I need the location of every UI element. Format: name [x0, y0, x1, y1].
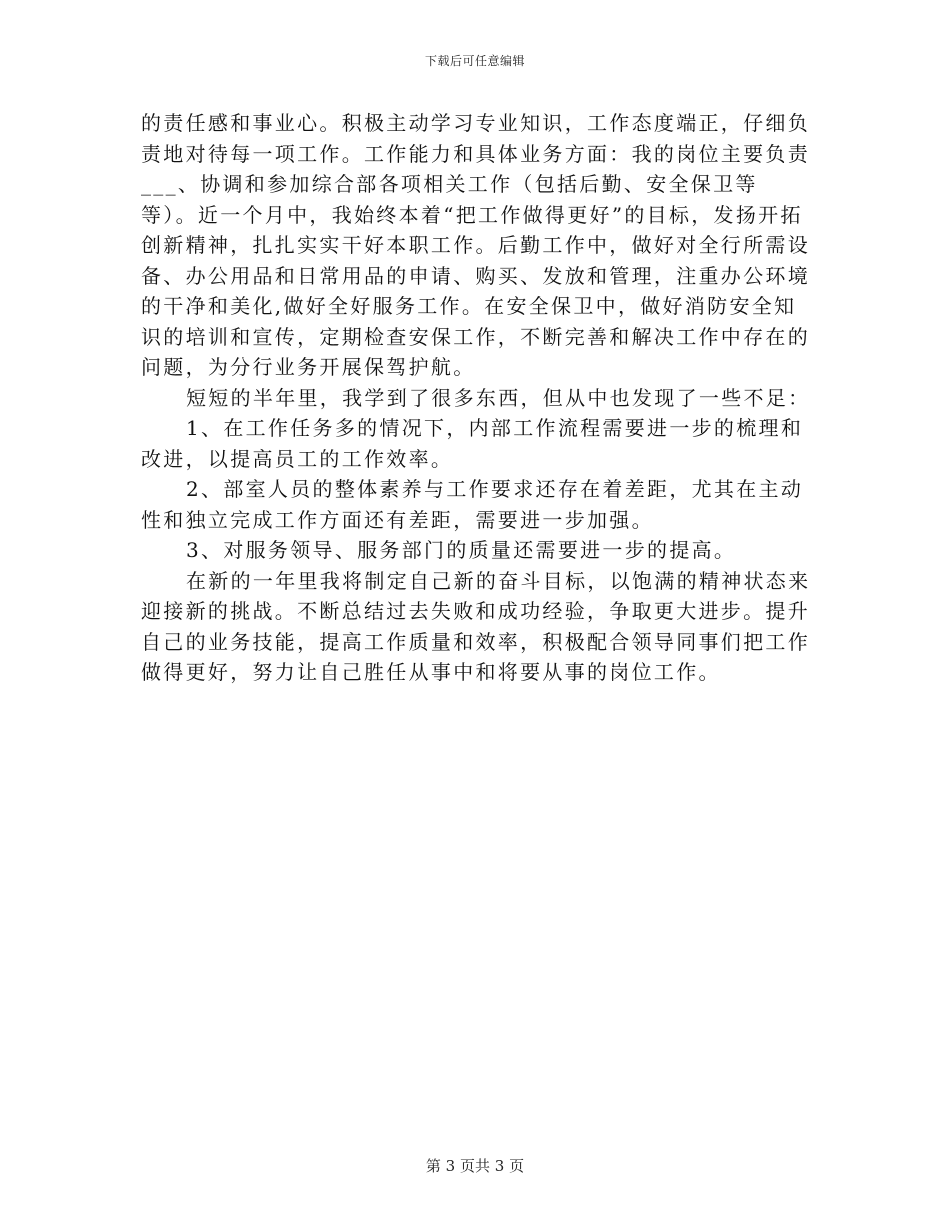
page-footer: 第 3 页共 3 页	[425, 1157, 525, 1175]
paragraph-item-1: 1、在工作任务多的情况下，内部工作流程需要进一步的梳理和改进，以提高员工的工作效率。	[141, 416, 804, 471]
document-body	[141, 108, 811, 688]
paragraph-continued: 的责任感和事业心。积极主动学习专业知识，工作态度端正，仔细负责地对待每一项工作。工作能力和具体业务方面：我的岗位主要负责___、协调和参加综合部各项相关工作（包括后勤、安全保卫等等）。近一个月中，我始终本着“把工作做得更好”的目标，发扬开拓创新精神，扎扎实实干好本职工作。后勤工作中，做好对全行所需设备、办公用品和日常用品的申请、购买、发放和管理，注重办公环境的干净和美化,做好全好服务工作。在安全保卫中，做好消防安全知识的培训和宣传，定期检查安保工作，不断完善和解决工作中存在的问题，为分行业务开展保驾护航。	[141, 111, 810, 379]
paragraph-plan: 在新的一年里我将制定自己新的奋斗目标，以饱满的精神状态来迎接新的挑战。不断总结过去失败和成功经验，争取更大进步。提升自己的业务技能，提高工作质量和效率，积极配合领导同事们把工作做得更好，努力让自己胜任从事中和将要从事的岗位工作。	[141, 568, 811, 684]
paragraph-item-3: 3、对服务领导、服务部门的质量还需要进一步的提高。	[186, 538, 737, 562]
paragraph-item-2: 2、部室人员的整体素养与工作要求还存在着差距，尤其在主动性和独立完成工作方面还有差距，需要进一步加强。	[141, 477, 804, 532]
page-header: 下载后可任意编辑	[424, 54, 525, 68]
paragraph-shortcomings-intro: 短短的半年里，我学到了很多东西，但从中也发现了一些不足：	[186, 385, 811, 410]
